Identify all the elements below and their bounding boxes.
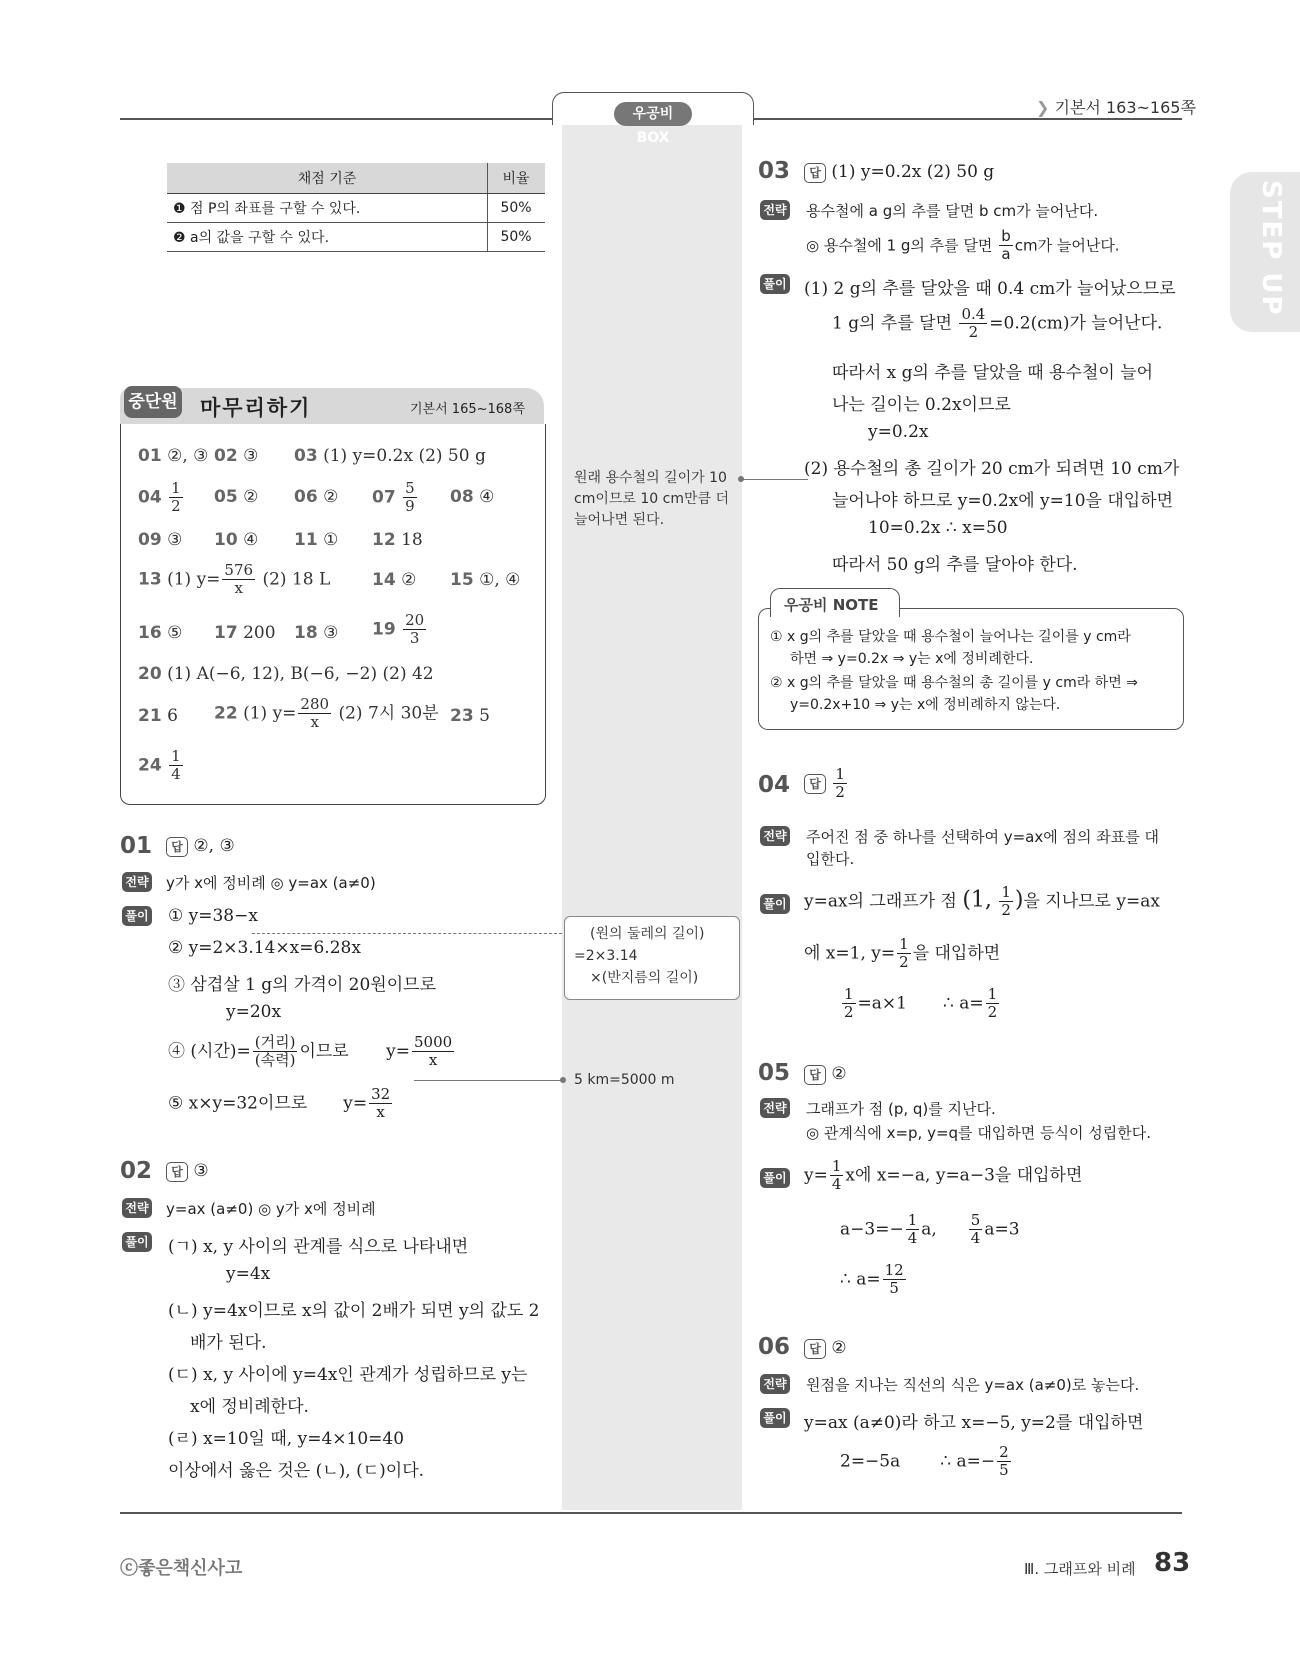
answer-item: 18 ③ bbox=[294, 623, 339, 643]
answer-item: 06 ② bbox=[294, 487, 339, 507]
solution-line: y=ax (a≠0)라 하고 x=−5, y=2를 대입하면 bbox=[804, 1413, 1144, 1433]
solution-line: ④ (시간)= $\frac{\text{(거리)}}{\text{(속력)}}$ 이므로 y= $\frac{5000}{x}$ bbox=[168, 1033, 453, 1070]
solution-line: 이상에서 옳은 것은 (ㄴ), (ㄷ)이다. bbox=[168, 1461, 425, 1481]
solution-line: x에 정비례한다. bbox=[190, 1397, 309, 1417]
strategy-text: 주어진 점 중 하나를 선택하여 y=ax에 점의 좌표를 대 bbox=[806, 828, 1159, 846]
solution-line: 따라서 50 g의 추를 달아야 한다. bbox=[832, 555, 1078, 575]
solution-line: 따라서 x g의 추를 달았을 때 용수철이 늘어 bbox=[832, 363, 1154, 383]
solution-line: y=4x bbox=[226, 1264, 271, 1284]
answer-line: 답 ② bbox=[804, 1338, 847, 1359]
solution-line: ① y=38−x bbox=[168, 906, 258, 926]
chevron-right-icon: ❯ bbox=[1036, 98, 1050, 117]
solution-tag: 풀이 bbox=[760, 894, 790, 914]
question-number: 04 bbox=[758, 772, 791, 798]
score-header-ratio: 비율 bbox=[488, 163, 546, 194]
solution-line: y=20x bbox=[226, 1002, 282, 1022]
score-row-criterion: ❶ 점 P의 좌표를 구할 수 있다. bbox=[167, 194, 488, 223]
score-row-ratio: 50% bbox=[488, 194, 546, 223]
strategy-text: y=ax (a≠0) ◎ y가 x에 정비례 bbox=[166, 1200, 376, 1218]
side-note: (원의 둘레의 길이) bbox=[590, 926, 705, 942]
publisher-logo: ⓒ좋은책신사고 bbox=[120, 1558, 243, 1579]
answer-item: 22 (1) y= $\frac{280}{x}$ (2) 7시 30분 bbox=[214, 695, 439, 732]
answer-line: 답 ②, ③ bbox=[166, 836, 235, 857]
answer-item: 19 $\frac{20}{3}$ bbox=[372, 611, 425, 648]
leader-line bbox=[252, 933, 562, 934]
strategy-tag: 전략 bbox=[760, 1098, 790, 1118]
solution-line: a−3=− $\frac{1}{4}$ a, $\frac{5}{4}$ a=3 bbox=[840, 1211, 1020, 1248]
header-ref-text: 기본서 163~165쪽 bbox=[1054, 98, 1196, 117]
mid-unit-badge: 중단원 bbox=[124, 386, 182, 418]
answer-item: 08 ④ bbox=[450, 487, 495, 507]
strategy-tag: 전략 bbox=[760, 826, 790, 846]
solution-tag: 풀이 bbox=[760, 1408, 790, 1428]
solution-line: ② y=2×3.14×x=6.28x bbox=[168, 938, 361, 958]
box-badge: 우공비 BOX bbox=[614, 102, 692, 126]
answer-line: 답 ② bbox=[804, 1064, 847, 1085]
answer-item: 01 ②, ③ bbox=[138, 446, 209, 466]
mid-unit-ref: 기본서 165~168쪽 bbox=[410, 402, 525, 417]
answer-item: 14 ② bbox=[372, 570, 417, 590]
mid-unit-title: 마무리하기 bbox=[200, 396, 312, 420]
header-rule-right bbox=[750, 118, 1182, 120]
solution-line: 10=0.2x ∴ x=50 bbox=[868, 518, 1008, 538]
answer-line: 답 (1) y=0.2x (2) 50 g bbox=[804, 162, 994, 183]
solution-line: 배가 된다. bbox=[190, 1333, 267, 1353]
answer-item: 02 ③ bbox=[214, 446, 259, 466]
strategy-text: ◎ 관계식에 x=p, y=q를 대입하면 등식이 성립한다. bbox=[806, 1124, 1152, 1142]
note-line: y=0.2x+10 ⇒ y는 x에 정비례하지 않는다. bbox=[790, 697, 1061, 713]
strategy-tag: 전략 bbox=[122, 872, 152, 892]
answer-item: 07 $\frac{5}{9}$ bbox=[372, 479, 415, 516]
solution-line: 나는 길이는 0.2x이므로 bbox=[832, 395, 1011, 415]
solution-tag: 풀이 bbox=[760, 274, 790, 294]
strategy-text: 입한다. bbox=[806, 850, 855, 868]
answer-item: 13 (1) y= $\frac{576}{x}$ (2) 18 L bbox=[138, 561, 331, 598]
answer-line: 답 ③ bbox=[166, 1161, 209, 1182]
solution-line: (ㄴ) y=4x이므로 x의 값이 2배가 되면 y의 값도 2 bbox=[168, 1301, 540, 1321]
side-note: =2×3.14 bbox=[574, 948, 638, 964]
score-row-criterion: ❷ a의 값을 구할 수 있다. bbox=[167, 223, 488, 252]
solution-line: (2) 용수철의 총 길이가 20 cm가 되려면 10 cm가 bbox=[804, 459, 1180, 479]
step-label: STEP UP bbox=[1256, 180, 1286, 317]
solution-line: ∴ a= $\frac{12}{5}$ bbox=[840, 1261, 904, 1298]
score-header-criterion: 채점 기준 bbox=[167, 163, 488, 194]
score-row-ratio: 50% bbox=[488, 223, 546, 252]
page-number: 83 bbox=[1154, 1548, 1191, 1578]
solution-line: y=ax의 그래프가 점 (1, $\frac{1}{2}$ )을 지나므로 y=ax bbox=[804, 883, 1160, 920]
leader-line bbox=[742, 479, 808, 480]
solution-line: y= $\frac{1}{4}$ x에 x=−a, y=a−3을 대입하면 bbox=[804, 1157, 1083, 1194]
header-rule-left bbox=[120, 118, 554, 120]
answer-item: 12 18 bbox=[372, 530, 423, 550]
question-number: 06 bbox=[758, 1334, 791, 1360]
solution-line: 늘어나야 하므로 y=0.2x에 y=10을 대입하면 bbox=[832, 491, 1174, 511]
chapter-title: Ⅲ. 그래프와 비례 bbox=[1024, 1560, 1136, 1578]
solution-line: (ㄹ) x=10일 때, y=4×10=40 bbox=[168, 1429, 405, 1449]
solution-line: (ㄷ) x, y 사이에 y=4x인 관계가 성립하므로 y는 bbox=[168, 1365, 528, 1385]
question-number: 05 bbox=[758, 1060, 791, 1086]
answer-item: 05 ② bbox=[214, 487, 259, 507]
note-line: 하면 ⇒ y=0.2x ⇒ y는 x에 정비례한다. bbox=[790, 651, 1034, 667]
note-line: ① x g의 추를 달았을 때 용수철이 늘어나는 길이를 y cm라 bbox=[770, 629, 1131, 645]
strategy-tag: 전략 bbox=[760, 1374, 790, 1394]
answer-item: 17 200 bbox=[214, 623, 276, 643]
solution-line: 에 x=1, y= $\frac{1}{2}$ 을 대입하면 bbox=[804, 935, 1001, 972]
strategy-tag: 전략 bbox=[122, 1198, 152, 1218]
note-line: ② x g의 추를 달았을 때 용수철의 총 길이를 y cm라 하면 ⇒ bbox=[770, 675, 1138, 691]
strategy-text: 용수철에 a g의 추를 달면 b cm가 늘어난다. bbox=[806, 202, 1099, 220]
solution-line: ⑤ x×y=32이므로 y= $\frac{32}{x}$ bbox=[168, 1085, 391, 1122]
strategy-text: ◎ 용수철에 1 g의 추를 달면 $\frac{b}{a}$ cm가 늘어난다. bbox=[806, 227, 1120, 264]
question-number: 03 bbox=[758, 158, 791, 184]
answer-item: 24 $\frac{1}{4}$ bbox=[138, 747, 181, 784]
question-number: 02 bbox=[120, 1158, 153, 1184]
solution-tag: 풀이 bbox=[122, 1232, 152, 1252]
box-column bbox=[562, 112, 742, 1510]
leader-dot bbox=[560, 1077, 566, 1083]
note-title: 우공비 NOTE bbox=[784, 596, 879, 614]
answer-item: 21 6 bbox=[138, 706, 178, 726]
leader-line bbox=[414, 1080, 562, 1081]
side-note: ×(반지름의 길이) bbox=[590, 970, 699, 986]
side-note: 5 km=5000 m bbox=[574, 1072, 675, 1088]
answer-item: 10 ④ bbox=[214, 530, 259, 550]
answer-item: 11 ① bbox=[294, 530, 339, 550]
solution-line: (ㄱ) x, y 사이의 관계를 식으로 나타내면 bbox=[168, 1237, 469, 1257]
solution-line: 2=−5a ∴ a=− $\frac{2}{5}$ bbox=[840, 1443, 1009, 1480]
solution-line: (1) 2 g의 추를 달았을 때 0.4 cm가 늘어났으므로 bbox=[804, 279, 1176, 299]
score-table bbox=[167, 163, 545, 252]
solution-tag: 풀이 bbox=[760, 1168, 790, 1188]
header-ref bbox=[1036, 95, 1196, 118]
strategy-text: y가 x에 정비례 ◎ y=ax (a≠0) bbox=[166, 874, 376, 892]
strategy-text: 그래프가 점 (p, q)를 지난다. bbox=[806, 1100, 996, 1118]
answer-item: 23 5 bbox=[450, 706, 490, 726]
solution-line: ③ 삼겹살 1 g의 가격이 20원이므로 bbox=[168, 975, 436, 995]
footer-rule bbox=[120, 1512, 1182, 1514]
answer-item: 20 (1) A(−6, 12), B(−6, −2) (2) 42 bbox=[138, 664, 434, 684]
answer-item: 16 ⑤ bbox=[138, 623, 183, 643]
side-note: 원래 용수철의 길이가 10 cm이므로 10 cm만큼 더 늘어나면 된다. bbox=[574, 470, 729, 528]
solution-line: y=0.2x bbox=[868, 422, 929, 442]
strategy-tag: 전략 bbox=[760, 200, 790, 220]
answer-line: 답 $\frac{1}{2}$ bbox=[804, 766, 849, 802]
solution-line: $\frac{1}{2}$ =a×1 ∴ a= $\frac{1}{2}$ bbox=[844, 985, 998, 1022]
question-number: 01 bbox=[120, 833, 153, 859]
answer-item: 04 $\frac{1}{2}$ bbox=[138, 479, 181, 516]
answer-item: 09 ③ bbox=[138, 530, 183, 550]
strategy-text: 원점을 지나는 직선의 식은 y=ax (a≠0)로 놓는다. bbox=[806, 1376, 1140, 1394]
solution-tag: 풀이 bbox=[122, 906, 152, 926]
solution-line: 1 g의 추를 달면 $\frac{0.4}{2}$ =0.2(cm)가 늘어난다. bbox=[832, 305, 1163, 342]
answer-item: 15 ①, ④ bbox=[450, 570, 521, 590]
answer-item: 03 (1) y=0.2x (2) 50 g bbox=[294, 446, 486, 466]
